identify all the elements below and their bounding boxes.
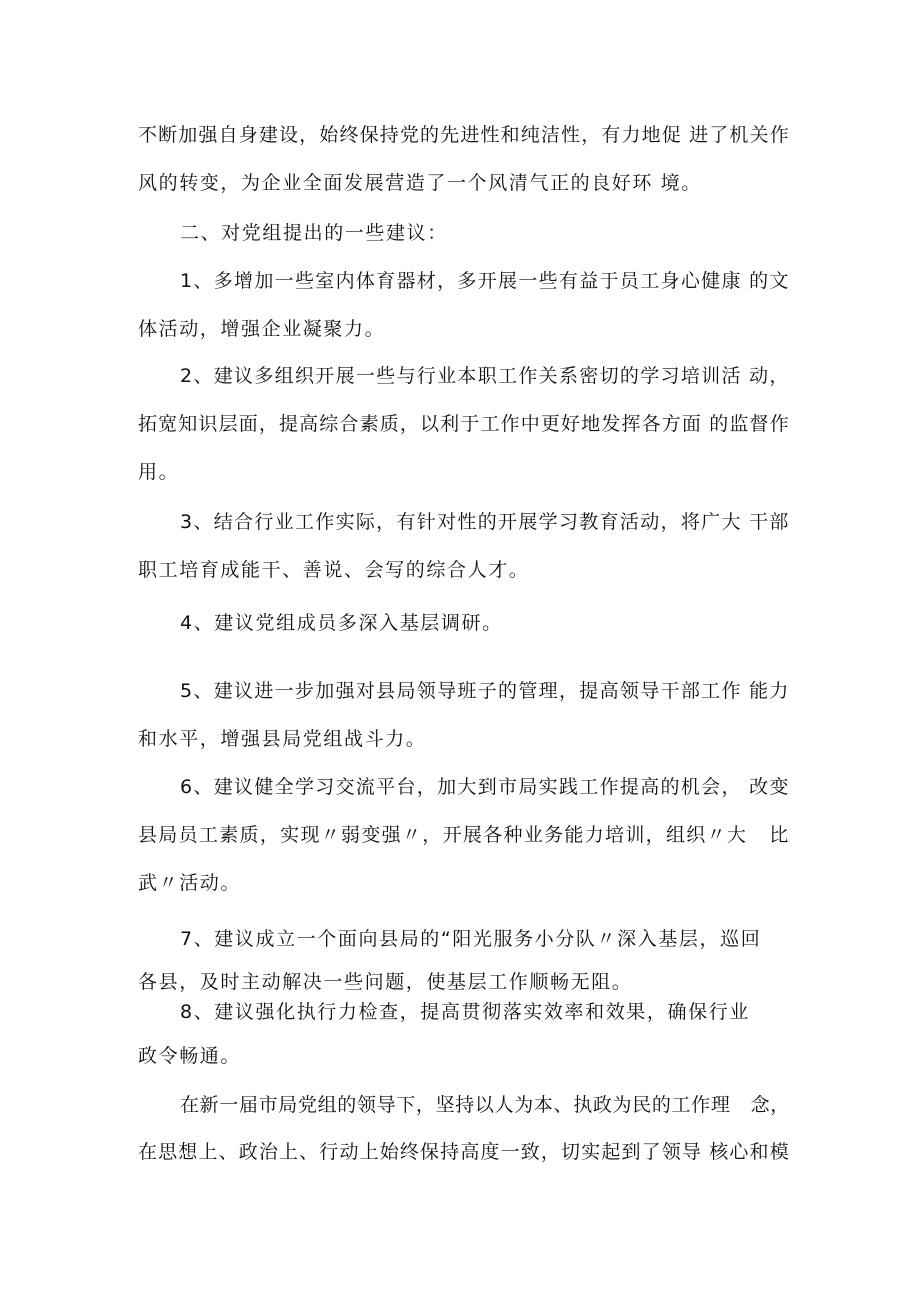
text-line: 5、建议进一步加强对县局领导班子的管理，提高领导干部工作 能力 <box>180 680 790 702</box>
text-line: 体活动，增强企业凝聚力。 <box>138 318 386 340</box>
text-line: 武〃活动。 <box>138 872 242 894</box>
section-heading: 二、对党组提出的一些建议： <box>180 222 448 244</box>
text-line: 各县，及时主动解决一些问题，使基层工作顺畅无阻。 <box>138 971 633 993</box>
text-line: 6、建议健全学习交流平台，加大到市局实践工作提高的机会， 改变 <box>180 776 790 798</box>
text-line: 风的转变，为企业全面发展营造了一个风清气正的良好环 境。 <box>138 172 702 194</box>
text-line: 7、建议成立一个面向县局的“阳光服务小分队〃深入基层，巡回 <box>180 928 762 950</box>
text-line: 用。 <box>138 461 180 483</box>
text-line: 2、建议多组织开展一些与行业本职工作关系密切的学习培训活 动， <box>180 365 790 387</box>
text-line: 职工培育成能干、善说、会写的综合人才。 <box>138 559 530 581</box>
text-line: 和水平，增强县局党组战斗力。 <box>138 728 427 750</box>
text-line: 4、建议党组成员多深入基层调研。 <box>180 612 503 634</box>
text-line: 县局员工素质，实现〃弱变强〃，开展各种业务能力培训，组织〃大 比 <box>138 824 790 846</box>
text-line: 在思想上、政治上、行动上始终保持高度一致，切实起到了领导 核心和模 <box>138 1141 790 1163</box>
text-line: 拓宽知识层面，提高综合素质，以利于工作中更好地发挥各方面 的监督作 <box>138 413 790 435</box>
text-line: 在新一届市局党组的领导下，坚持以人为本、执政为民的工作理 念， <box>180 1094 790 1116</box>
text-line: 3、结合行业工作实际，有针对性的开展学习教育活动，将广大 干部 <box>180 511 790 533</box>
text-line: 8、建议强化执行力检查，提高贯彻落实效率和效果，确保行业 <box>180 1001 750 1023</box>
text-line: 不断加强自身建设，始终保持党的先进性和纯洁性，有力地促 进了机关作 <box>138 124 790 146</box>
text-line: 政令畅通。 <box>138 1045 242 1067</box>
text-line: 1、多增加一些室内体育器材，多开展一些有益于员工身心健康 的文 <box>180 270 790 292</box>
